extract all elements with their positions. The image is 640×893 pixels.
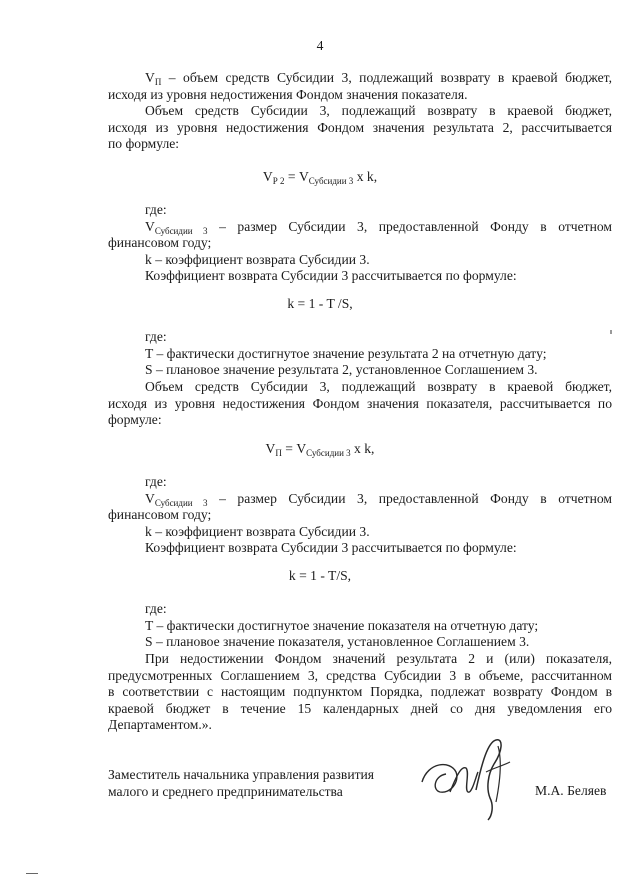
where-label: где:	[145, 601, 167, 616]
formula-k-2: k = 1 - T/S,	[288, 568, 352, 583]
formula-symbol: V	[262, 169, 273, 184]
coefficient-text: Коэффициент возврата Субсидии 3 рассчитывается по формуле:	[145, 540, 517, 556]
paragraph-indicator-intro	[108, 379, 612, 429]
text-line: исходя из уровня недостижения Фондом значения результата 2, рассчитывается	[108, 119, 612, 135]
text-line: исходя из уровня недостижения Фондом значения показателя.	[108, 86, 468, 102]
definitions-block-3	[108, 474, 612, 557]
text-line: финансовом году;	[108, 507, 212, 523]
where-label: где:	[145, 202, 167, 217]
formula-symbol: = V	[284, 169, 309, 184]
text-line: по формуле:	[108, 136, 180, 152]
formula-k-1: k = 1 - T /S,	[287, 296, 353, 311]
text-line: При недостижении Фондом значений результата 2 и (или) показателя,	[145, 651, 612, 666]
page-number: 4	[316, 38, 324, 53]
text-line: Объем средств Субсидии 3, подлежащий возврату в краевой бюджет,	[145, 379, 612, 394]
where-label: где:	[145, 474, 167, 489]
var-subscript: Субсидии 3	[154, 497, 208, 508]
formula-symbol: = V	[281, 441, 307, 456]
formula-subscript: П	[275, 448, 282, 458]
var-symbol: V	[145, 70, 155, 85]
text-line: финансовом году;	[108, 235, 212, 251]
text-line: – размер Субсидии 3, предоставленной Фонду в отчетном	[207, 490, 613, 506]
text-line: Департаментом.».	[108, 717, 212, 733]
position-line: Заместитель начальника управления развития	[108, 767, 375, 782]
t-definition: T – фактически достигнутое значение показателя на отчетную дату;	[145, 617, 539, 633]
var-subscript: Субсидии 3	[154, 225, 208, 236]
where-label: где:	[145, 329, 167, 344]
formula-vp	[0, 441, 640, 458]
formula-subscript: Субсидии 3	[308, 176, 354, 186]
definitions-block-1	[108, 202, 612, 285]
paragraph-vp-definition	[108, 70, 612, 103]
signatory-position	[108, 766, 408, 800]
handwritten-signature	[410, 732, 520, 822]
text-line: краевой бюджет в течение 15 календарных дней со дня уведомления его	[108, 700, 612, 716]
paragraph-refund-rule	[108, 651, 612, 734]
formula-vp2	[0, 169, 640, 186]
paragraph-result2-intro	[108, 103, 612, 153]
definitions-block-4	[108, 601, 612, 651]
definitions-block-2	[108, 329, 612, 379]
var-subscript: П	[154, 77, 162, 87]
formula-subscript: Субсидии 3	[306, 448, 351, 458]
formula-subscript: Р 2	[272, 176, 285, 186]
text-line: Объем средств Субсидии 3, подлежащий возврату в краевой бюджет,	[145, 103, 612, 118]
k-definition: k – коэффициент возврата Субсидии 3.	[145, 523, 370, 539]
text-line: исходя из уровня недостижения Фондом значения показателя, рассчитывается по	[108, 395, 612, 411]
signatory-name: М.А. Беляев	[535, 783, 607, 798]
definition-line	[108, 219, 612, 236]
var-symbol: V	[145, 218, 155, 234]
k-definition: k – коэффициент возврата Субсидии 3.	[145, 251, 370, 267]
text-line: – объем средств Субсидии 3, подлежащий возврату в краевой бюджет,	[168, 70, 612, 85]
text-line: формуле:	[108, 412, 162, 428]
t-definition: T – фактически достигнутое значение результата 2 на отчетную дату;	[145, 345, 547, 361]
s-definition: S – плановое значение результата 2, установленное Соглашением 3.	[145, 362, 538, 378]
formula-symbol: V	[265, 441, 276, 456]
text-line: – размер Субсидии 3, предоставленной Фонду в отчетном	[207, 218, 613, 234]
scan-artifact	[26, 873, 38, 874]
text-line: предусмотренных Соглашением 3, средства Субсидии 3 в объеме, рассчитанном	[108, 667, 612, 683]
coefficient-text: Коэффициент возврата Субсидии 3 рассчитывается по формуле:	[145, 268, 517, 284]
s-definition: S – плановое значение показателя, установленное Соглашением 3.	[145, 634, 530, 650]
formula-symbol: x k,	[350, 441, 375, 456]
formula-symbol: x k,	[353, 169, 378, 184]
scan-artifact	[610, 330, 612, 334]
text-line: в соответствии с настоящим подпунктом Порядка, подлежат возврату Фондом в	[108, 684, 612, 700]
var-symbol: V	[145, 490, 155, 506]
definition-line	[108, 491, 612, 508]
position-line: малого и среднего предпринимательства	[108, 784, 343, 799]
